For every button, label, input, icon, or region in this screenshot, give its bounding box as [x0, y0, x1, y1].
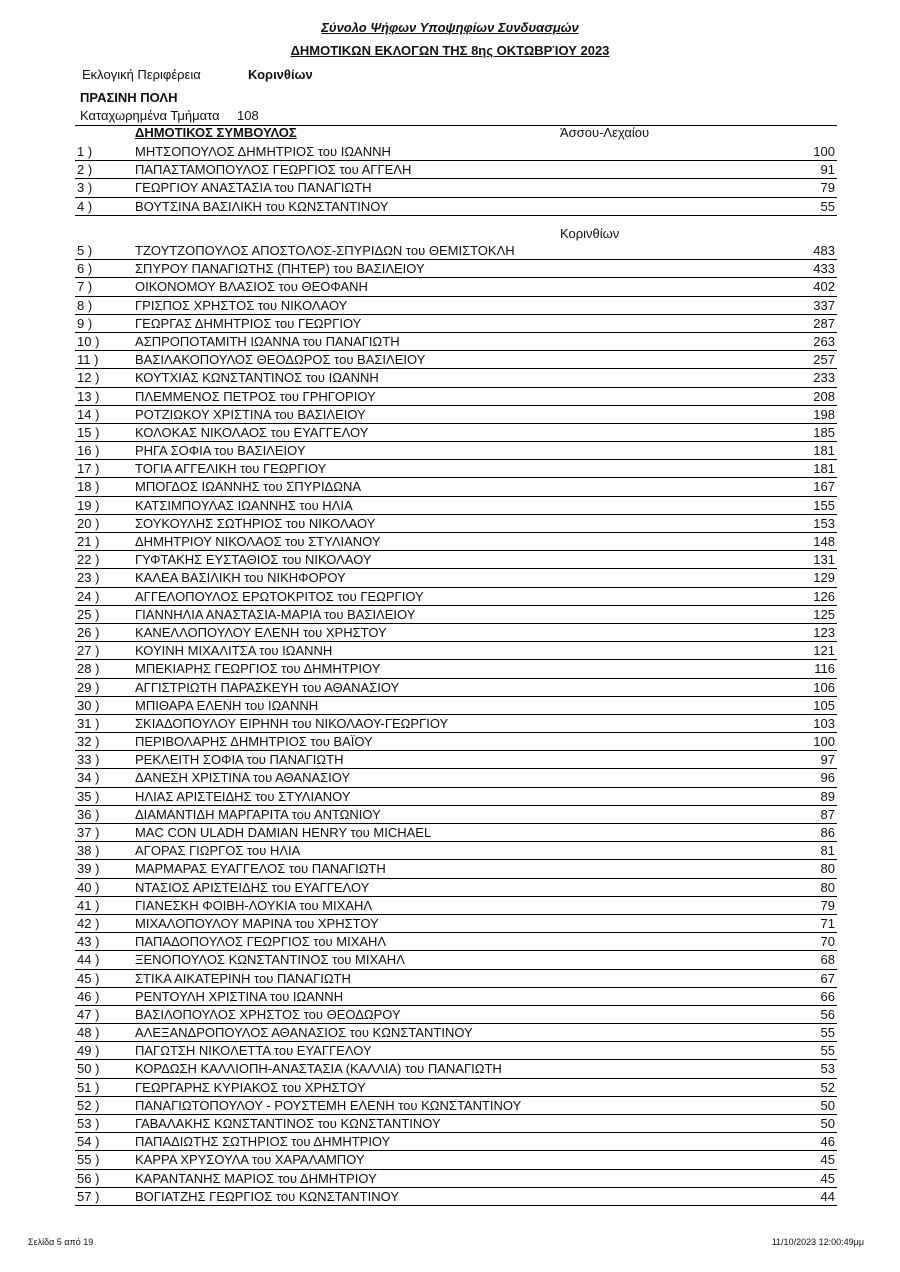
table-row — [75, 769, 837, 787]
table-row — [75, 679, 837, 697]
candidate-name: ΓΙΑΝΝΗΛΙΑ ΑΝΑΣΤΑΣΙΑ-ΜΑΡΙΑ του ΒΑΣΙΛΕΙΟΥ — [135, 606, 416, 622]
candidate-name: ΠΑΠΑΔΙΩΤΗΣ ΣΩΤΗΡΙΟΣ του ΔΗΜΗΤΡΙΟΥ — [135, 1134, 391, 1150]
candidate-table-section-2 — [75, 242, 837, 1206]
table-row — [75, 715, 837, 733]
candidate-name: ΑΓΓΕΛΟΠΟΥΛΟΣ ΕΡΩΤΟΚΡΙΤΟΣ του ΓΕΩΡΓΙΟΥ — [135, 588, 424, 604]
table-row — [75, 333, 837, 351]
table-row — [75, 660, 837, 678]
candidate-name: ΠΑΝΑΓΙΩΤΟΠΟΥΛΟΥ - ΡΟΥΣΤΕΜΗ ΕΛΕΝΗ του ΚΩΝΣΤΑΝΤΙΝΟΥ — [135, 1097, 522, 1113]
table-row — [75, 551, 837, 569]
table-row — [75, 569, 837, 587]
table-row — [75, 388, 837, 406]
candidate-votes: 153 — [813, 515, 835, 531]
candidate-name: ΠΑΓΩΤΣΗ ΝΙΚΟΛΕΤΤΑ του ΕΥΑΓΓΕΛΟΥ — [135, 1043, 372, 1059]
candidate-name: ΣΟΥΚΟΥΛΗΣ ΣΩΤΗΡΙΟΣ του ΝΙΚΟΛΑΟΥ — [135, 515, 376, 531]
table-row — [75, 1079, 837, 1097]
table-row — [75, 351, 837, 369]
row-index: 35 ) — [77, 788, 100, 804]
candidate-votes: 129 — [813, 570, 835, 586]
candidate-votes: 181 — [813, 461, 835, 477]
row-index: 17 ) — [77, 461, 100, 477]
candidate-votes: 257 — [813, 352, 835, 368]
candidate-votes: 80 — [820, 879, 835, 895]
candidate-votes: 100 — [813, 734, 835, 750]
table-row — [75, 933, 837, 951]
row-index: 46 ) — [77, 988, 100, 1004]
table-row — [75, 1024, 837, 1042]
table-row — [75, 369, 837, 387]
candidate-name: ΡΗΓΑ ΣΟΦΙΑ του ΒΑΣΙΛΕΙΟΥ — [135, 443, 306, 459]
table-row — [75, 915, 837, 933]
row-index: 28 ) — [77, 661, 100, 677]
candidate-name: ΒΟΥΤΣΙΝΑ ΒΑΣΙΛΙΚΗ του ΚΩΝΣΤΑΝΤΙΝΟΥ — [135, 198, 389, 214]
table-row — [75, 1188, 837, 1206]
row-index: 49 ) — [77, 1043, 100, 1059]
candidate-name: ΓΙΑΝΕΣΚΗ ΦΟΙΒΗ-ΛΟΥΚΙΑ του ΜΙΧΑΗΛ — [135, 897, 373, 913]
row-index: 14 ) — [77, 406, 100, 422]
candidate-votes: 55 — [820, 1025, 835, 1041]
candidate-name: MAC CON ULADH DAMIAN HENRY του MICHAEL — [135, 825, 432, 840]
table-row — [75, 442, 837, 460]
row-index: 24 ) — [77, 588, 100, 604]
candidate-votes: 70 — [820, 934, 835, 950]
table-row — [75, 824, 837, 842]
candidate-votes: 121 — [813, 643, 835, 659]
table-row — [75, 478, 837, 496]
region-value: Κορινθίων — [248, 67, 313, 82]
candidate-votes: 80 — [820, 861, 835, 877]
candidate-votes: 125 — [813, 606, 835, 622]
row-index: 38 ) — [77, 843, 100, 859]
row-index: 29 ) — [77, 679, 100, 695]
candidate-votes: 103 — [813, 715, 835, 731]
table-row — [75, 624, 837, 642]
table-row — [75, 733, 837, 751]
table-row — [75, 1060, 837, 1078]
row-index: 40 ) — [77, 879, 100, 895]
candidate-name: ΜΑΡΜΑΡΑΣ ΕΥΑΓΓΕΛΟΣ του ΠΑΝΑΓΙΩΤΗ — [135, 861, 386, 877]
row-index: 31 ) — [77, 715, 100, 731]
table-row — [75, 897, 837, 915]
candidate-votes: 79 — [820, 897, 835, 913]
candidate-votes: 55 — [820, 198, 835, 214]
row-index: 57 ) — [77, 1188, 100, 1204]
candidate-votes: 53 — [820, 1061, 835, 1077]
candidate-votes: 71 — [820, 915, 835, 931]
candidate-votes: 105 — [813, 697, 835, 713]
table-row — [75, 260, 837, 278]
candidate-name: ΣΚΙΑΔΟΠΟΥΛΟΥ ΕΙΡΗΝΗ του ΝΙΚΟΛΑΟΥ-ΓΕΩΡΓΙΟΥ — [135, 715, 449, 731]
candidate-name: ΚΑΡΡΑ ΧΡΥΣΟΥΛΑ του ΧΑΡΑΛΑΜΠΟΥ — [135, 1152, 365, 1168]
row-index: 45 ) — [77, 970, 100, 986]
row-index: 10 ) — [77, 333, 100, 349]
candidate-votes: 483 — [813, 243, 835, 258]
candidate-votes: 45 — [820, 1152, 835, 1168]
table-row — [75, 242, 837, 260]
row-index: 56 ) — [77, 1170, 100, 1186]
candidate-votes: 67 — [820, 970, 835, 986]
candidate-name: ΡΕΚΛΕΙΤΗ ΣΟΦΙΑ του ΠΑΝΑΓΙΩΤΗ — [135, 752, 344, 768]
row-index: 30 ) — [77, 697, 100, 713]
table-row — [75, 515, 837, 533]
registered-sections-label: Καταχωρημένα Τμήματα — [80, 108, 220, 123]
candidate-votes: 96 — [820, 770, 835, 786]
table-row — [75, 588, 837, 606]
candidate-votes: 46 — [820, 1134, 835, 1150]
row-index: 11 ) — [77, 352, 99, 368]
candidate-name: ΠΛΕΜΜΕΝΟΣ ΠΕΤΡΟΣ του ΓΡΗΓΟΡΙΟΥ — [135, 388, 376, 404]
table-row — [75, 606, 837, 624]
candidate-name: ΠΑΠΑΔΟΠΟΥΛΟΣ ΓΕΩΡΓΙΟΣ του ΜΙΧΑΗΛ — [135, 934, 387, 950]
table-row — [75, 143, 837, 161]
candidate-name: ΤΟΓΙΑ ΑΓΓΕΛΙΚΗ του ΓΕΩΡΓΙΟΥ — [135, 461, 327, 477]
candidate-votes: 50 — [820, 1097, 835, 1113]
candidate-votes: 89 — [820, 788, 835, 804]
column-header: ΔΗΜΟΤΙΚΟΣ ΣΥΜΒΟΥΛΟΣ — [135, 125, 297, 140]
candidate-votes: 402 — [813, 279, 835, 295]
table-row — [75, 860, 837, 878]
candidate-votes: 100 — [813, 144, 835, 159]
candidate-name: ΚΟΛΟΚΑΣ ΝΙΚΟΛΑΟΣ του ΕΥΑΓΓΕΛΟΥ — [135, 424, 369, 440]
row-index: 34 ) — [77, 770, 100, 786]
row-index: 20 ) — [77, 515, 100, 531]
candidate-name: ΔΗΜΗΤΡΙΟΥ ΝΙΚΟΛΑΟΣ του ΣΤΥΛΙΑΝΟΥ — [135, 534, 381, 549]
row-index: 23 ) — [77, 570, 100, 586]
table-row — [75, 642, 837, 660]
candidate-name: ΟΙΚΟΝΟΜΟΥ ΒΛΑΣΙΟΣ του ΘΕΟΦΑΝΗ — [135, 279, 368, 295]
candidate-name: ΚΑΤΣΙΜΠΟΥΛΑΣ ΙΩΑΝΝΗΣ του ΗΛΙΑ — [135, 497, 353, 513]
section-heading: Κορινθίων — [560, 226, 620, 241]
candidate-name: ΚΑΝΕΛΛΟΠΟΥΛΟΥ ΕΛΕΝΗ του ΧΡΗΣΤΟΥ — [135, 624, 387, 640]
row-index: 44 ) — [77, 952, 100, 968]
table-row — [75, 1133, 837, 1151]
candidate-name: ΓΕΩΡΓΑΣ ΔΗΜΗΤΡΙΟΣ του ΓΕΩΡΓΙΟΥ — [135, 315, 362, 331]
row-index: 12 ) — [77, 370, 100, 386]
row-index: 32 ) — [77, 734, 100, 750]
candidate-name: ΚΑΡΑΝΤΑΝΗΣ ΜΑΡΙΟΣ του ΔΗΜΗΤΡΙΟΥ — [135, 1170, 377, 1186]
row-index: 9 ) — [77, 315, 93, 331]
candidate-votes: 185 — [813, 424, 835, 440]
row-index: 8 ) — [77, 297, 93, 313]
row-index: 36 ) — [77, 806, 100, 822]
candidate-name: ΚΟΥΤΧΙΑΣ ΚΩΝΣΤΑΝΤΙΝΟΣ του ΙΩΑΝΝΗ — [135, 370, 379, 386]
table-row — [75, 988, 837, 1006]
candidate-votes: 433 — [813, 261, 835, 277]
candidate-votes: 86 — [820, 825, 835, 840]
candidate-votes: 91 — [820, 162, 835, 178]
table-row — [75, 533, 837, 551]
row-index: 13 ) — [77, 388, 100, 404]
candidate-votes: 116 — [814, 661, 835, 677]
candidate-votes: 167 — [813, 479, 835, 495]
candidate-name: ΠΑΠΑΣΤΑΜΟΠΟΥΛΟΣ ΓΕΩΡΓΙΟΣ του ΑΓΓΕΛΗ — [135, 162, 412, 178]
row-index: 33 ) — [77, 752, 100, 768]
table-row — [75, 842, 837, 860]
table-row — [75, 788, 837, 806]
candidate-votes: 45 — [820, 1170, 835, 1186]
table-row — [75, 497, 837, 515]
candidate-votes: 181 — [813, 443, 835, 459]
candidate-name: ΔΙΑΜΑΝΤΙΔΗ ΜΑΡΓΑΡΙΤΑ του ΑΝΤΩΝΙΟΥ — [135, 806, 381, 822]
candidate-votes: 287 — [813, 315, 835, 331]
row-index: 55 ) — [77, 1152, 100, 1168]
row-index: 3 ) — [77, 180, 93, 196]
document-subtitle: ΔΗΜΟΤΙΚΩΝ ΕΚΛΟΓΩΝ ΤΗΣ 8ης ΟΚΤΩΒΡΊΟΥ 2023 — [290, 43, 610, 58]
table-row — [75, 1006, 837, 1024]
row-index: 6 ) — [77, 261, 93, 277]
row-index: 22 ) — [77, 552, 100, 568]
candidate-votes: 198 — [813, 406, 835, 422]
row-index: 52 ) — [77, 1097, 100, 1113]
candidate-name: ΓΕΩΡΓΑΡΗΣ ΚΥΡΙΑΚΟΣ του ΧΡΗΣΤΟΥ — [135, 1079, 366, 1095]
candidate-name: ΑΓΓΙΣΤΡΙΩΤΗ ΠΑΡΑΣΚΕΥΗ του ΑΘΑΝΑΣΙΟΥ — [135, 679, 400, 695]
candidate-name: ΜΠΕΚΙΑΡΗΣ ΓΕΩΡΓΙΟΣ του ΔΗΜΗΤΡΙΟΥ — [135, 661, 381, 677]
row-index: 19 ) — [77, 497, 100, 513]
candidate-votes: 79 — [820, 180, 835, 196]
candidate-name: ΞΕΝΟΠΟΥΛΟΣ ΚΩΝΣΤΑΝΤΙΝΟΣ του ΜΙΧΑΗΛ — [135, 952, 405, 968]
row-index: 51 ) — [77, 1079, 100, 1095]
row-index: 26 ) — [77, 624, 100, 640]
candidate-name: ΠΕΡΙΒΟΛΑΡΗΣ ΔΗΜΗΤΡΙΟΣ του ΒΑΪΟΥ — [135, 734, 373, 750]
candidate-votes: 50 — [820, 1116, 835, 1131]
row-index: 39 ) — [77, 861, 100, 877]
table-row — [75, 1151, 837, 1169]
table-row — [75, 460, 837, 478]
candidate-name: ΣΤΙΚΑ ΑΙΚΑΤΕΡΙΝΗ του ΠΑΝΑΓΙΩΤΗ — [135, 970, 351, 986]
candidate-name: ΚΟΡΔΩΣΗ ΚΑΛΛΙΟΠΗ-ΑΝΑΣΤΑΣΙΑ (ΚΑΛΛΙΑ) του ΠΑΝΑΓΙΩΤΗ — [135, 1061, 502, 1077]
candidate-name: ΣΠΥΡΟΥ ΠΑΝΑΓΙΩΤΗΣ (ΠΗΤΕΡ) του ΒΑΣΙΛΕΙΟΥ — [135, 261, 425, 277]
candidate-name: ΒΟΓΙΑΤΖΗΣ ΓΕΩΡΓΙΟΣ του ΚΩΝΣΤΑΝΤΙΝΟΥ — [135, 1188, 399, 1204]
candidate-name: ΜΗΤΣΟΠΟΥΛΟΣ ΔΗΜΗΤΡΙΟΣ του ΙΩΑΝΝΗ — [135, 144, 391, 159]
table-row — [75, 951, 837, 969]
candidate-votes: 97 — [820, 752, 835, 768]
candidate-votes: 148 — [813, 534, 835, 549]
row-index: 5 ) — [77, 243, 93, 258]
row-index: 43 ) — [77, 934, 100, 950]
candidate-name: ΒΑΣΙΛΑΚΟΠΟΥΛΟΣ ΘΕΟΔΩΡΟΣ του ΒΑΣΙΛΕΙΟΥ — [135, 352, 426, 368]
table-row — [75, 179, 837, 197]
table-row — [75, 198, 837, 216]
table-row — [75, 1042, 837, 1060]
table-row — [75, 424, 837, 442]
row-index: 15 ) — [77, 424, 100, 440]
table-row — [75, 297, 837, 315]
candidate-votes: 68 — [820, 952, 835, 968]
candidate-votes: 44 — [820, 1188, 835, 1204]
party-name: ΠΡΑΣΙΝΗ ΠΟΛΗ — [80, 90, 178, 105]
candidate-name: ΜΠΙΘΑΡΑ ΕΛΕΝΗ του ΙΩΑΝΝΗ — [135, 697, 319, 713]
table-row — [75, 697, 837, 715]
candidate-votes: 263 — [813, 333, 835, 349]
candidate-name: ΓΥΦΤΑΚΗΣ ΕΥΣΤΑΘΙΟΣ του ΝΙΚΟΛΑΟΥ — [135, 552, 372, 568]
candidate-name: ΓΡΙΣΠΟΣ ΧΡΗΣΤΟΣ του ΝΙΚΟΛΑΟΥ — [135, 297, 348, 313]
candidate-votes: 123 — [813, 624, 835, 640]
candidate-votes: 87 — [820, 806, 835, 822]
candidate-name: ΜΙΧΑΛΟΠΟΥΛΟΥ ΜΑΡΙΝΑ του ΧΡΗΣΤΟΥ — [135, 915, 379, 931]
table-row — [75, 1115, 837, 1133]
row-index: 25 ) — [77, 606, 100, 622]
candidate-table-section-1 — [75, 143, 837, 216]
candidate-votes: 55 — [820, 1043, 835, 1059]
region-label: Εκλογική Περιφέρεια — [82, 67, 201, 82]
candidate-name: ΗΛΙΑΣ ΑΡΙΣΤΕΙΔΗΣ του ΣΤΥΛΙΑΝΟΥ — [135, 788, 351, 804]
row-index: 48 ) — [77, 1025, 100, 1041]
table-row — [75, 879, 837, 897]
candidate-name: ΔΑΝΕΣΗ ΧΡΙΣΤΙΝΑ του ΑΘΑΝΑΣΙΟΥ — [135, 770, 351, 786]
candidate-name: ΡΕΝΤΟΥΛΗ ΧΡΙΣΤΙΝΑ του ΙΩΑΝΝΗ — [135, 988, 344, 1004]
candidate-votes: 66 — [820, 988, 835, 1004]
candidate-votes: 52 — [820, 1079, 835, 1095]
candidate-name: ΓΕΩΡΓΙΟΥ ΑΝΑΣΤΑΣΙΑ του ΠΑΝΑΓΙΩΤΗ — [135, 180, 372, 196]
row-index: 53 ) — [77, 1116, 100, 1131]
candidate-votes: 106 — [813, 679, 835, 695]
row-index: 54 ) — [77, 1134, 100, 1150]
row-index: 7 ) — [77, 279, 93, 295]
candidate-name: ΚΑΛΕΑ ΒΑΣΙΛΙΚΗ του ΝΙΚΗΦΟΡΟΥ — [135, 570, 346, 586]
page-number: Σελίδα 5 από 19 — [28, 1237, 94, 1247]
candidate-votes: 81 — [820, 843, 835, 859]
row-index: 4 ) — [77, 198, 93, 214]
candidate-name: ΑΛΕΞΑΝΔΡΟΠΟΥΛΟΣ ΑΘΑΝΑΣΙΟΣ του ΚΩΝΣΤΑΝΤΙΝΟΥ — [135, 1025, 473, 1041]
candidate-name: ΚΟΥΙΝΗ ΜΙΧΑΛΙΤΣΑ του ΙΩΑΝΝΗ — [135, 643, 333, 659]
candidate-name: ΑΣΠΡΟΠΟΤΑΜΙΤΗ ΙΩΑΝΝΑ του ΠΑΝΑΓΙΩΤΗ — [135, 333, 400, 349]
row-index: 27 ) — [77, 643, 100, 659]
table-row — [75, 1097, 837, 1115]
row-index: 2 ) — [77, 162, 93, 178]
print-datetime: 11/10/2023 12:00:49μμ — [771, 1237, 864, 1247]
candidate-votes: 208 — [813, 388, 835, 404]
candidate-name: ΤΖΟΥΤΖΟΠΟΥΛΟΣ ΑΠΟΣΤΟΛΟΣ-ΣΠΥΡΙΔΩΝ του ΘΕΜΙΣΤΟΚΛΗ — [135, 243, 515, 258]
row-index: 16 ) — [77, 443, 100, 459]
candidate-name: ΒΑΣΙΛΟΠΟΥΛΟΣ ΧΡΗΣΤΟΣ του ΘΕΟΔΩΡΟΥ — [135, 1006, 401, 1022]
candidate-name: ΝΤΑΣΙΟΣ ΑΡΙΣΤΕΙΔΗΣ του ΕΥΑΓΓΕΛΟΥ — [135, 879, 370, 895]
candidate-votes: 337 — [813, 297, 835, 313]
row-index: 50 ) — [77, 1061, 100, 1077]
table-row — [75, 278, 837, 296]
table-row — [75, 161, 837, 179]
row-index: 21 ) — [77, 534, 100, 549]
row-index: 37 ) — [77, 825, 100, 840]
candidate-name: ΜΠΟΓΔΟΣ ΙΩΑΝΝΗΣ του ΣΠΥΡΙΔΩΝΑ — [135, 479, 362, 495]
candidate-name: ΓΑΒΑΛΑΚΗΣ ΚΩΝΣΤΑΝΤΙΝΟΣ του ΚΩΝΣΤΑΝΤΙΝΟΥ — [135, 1116, 441, 1131]
candidate-votes: 155 — [813, 497, 835, 513]
table-row — [75, 406, 837, 424]
candidate-votes: 131 — [813, 552, 835, 568]
table-row — [75, 806, 837, 824]
candidate-votes: 233 — [813, 370, 835, 386]
row-index: 18 ) — [77, 479, 100, 495]
candidate-name: ΑΓΟΡΑΣ ΓΙΩΡΓΟΣ του ΗΛΙΑ — [135, 843, 301, 859]
table-row — [75, 970, 837, 988]
table-row — [75, 315, 837, 333]
candidate-name: ΡΟΤΖΙΩΚΟΥ ΧΡΙΣΤΙΝΑ του ΒΑΣΙΛΕΙΟΥ — [135, 406, 366, 422]
document-title: Σύνολο Ψήφων Υποψηφίων Συνδυασμών — [321, 20, 579, 35]
registered-sections-value: 108 — [237, 108, 259, 123]
table-row — [75, 751, 837, 769]
section-heading: Άσσου-Λεχαίου — [560, 125, 650, 140]
row-index: 42 ) — [77, 915, 100, 931]
candidate-votes: 126 — [813, 588, 835, 604]
row-index: 1 ) — [77, 144, 93, 159]
row-index: 47 ) — [77, 1006, 100, 1022]
candidate-votes: 56 — [820, 1006, 835, 1022]
row-index: 41 ) — [77, 897, 100, 913]
table-row — [75, 1170, 837, 1188]
